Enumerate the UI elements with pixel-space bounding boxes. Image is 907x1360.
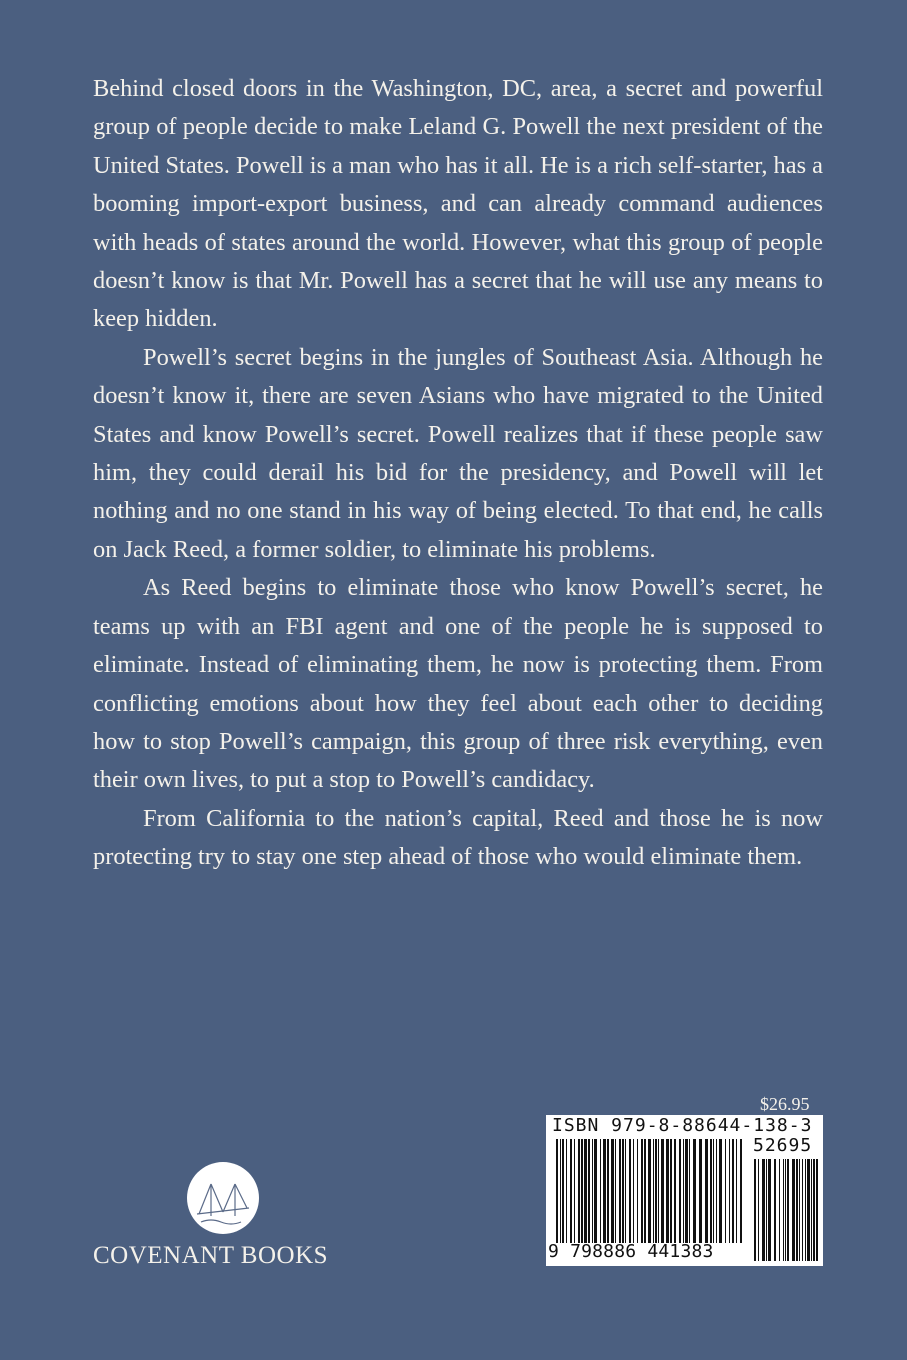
addon-bar — [796, 1159, 798, 1261]
ean-bar — [716, 1139, 717, 1243]
ean-bar — [629, 1139, 631, 1243]
blurb-paragraph-1: Behind closed doors in the Washington, DC, area, a secret and powerful group of people decide to make Leland G. Powell the next president of the United States. Powell is a man who has it all. He is a rich self-starter, has a booming import-export business, and can already command audiences with heads of states around the world. However, what this group of people doesn’t know is that Mr. Powell has a secret that he will use any means to keep hidden. — [93, 75, 823, 333]
ean-bar — [679, 1139, 681, 1243]
ean-bar — [683, 1139, 684, 1243]
ean-bar — [713, 1139, 714, 1243]
addon-bar — [758, 1159, 759, 1261]
addon-bar — [783, 1159, 784, 1261]
ean-bar — [611, 1139, 614, 1243]
addon-bar — [785, 1159, 786, 1261]
ean-bar — [633, 1139, 634, 1243]
ean-bar — [710, 1139, 712, 1243]
isbn-barcode — [546, 1115, 823, 1266]
addon-bar — [807, 1159, 810, 1261]
ean-bar — [566, 1139, 567, 1243]
barcode-addon-digits: 52695 — [753, 1135, 813, 1156]
ean-bar — [658, 1139, 659, 1243]
ean-bar — [693, 1139, 696, 1243]
addon-bar — [805, 1159, 806, 1261]
ean-bar — [607, 1139, 609, 1243]
ean-bar — [588, 1139, 590, 1243]
ean-bar — [592, 1139, 593, 1243]
ean-bar — [570, 1139, 572, 1243]
addon-bar — [799, 1159, 800, 1261]
ean-bar — [581, 1139, 583, 1243]
addon-bar — [816, 1159, 818, 1261]
publisher-name: COVENANT BOOKS — [93, 1242, 329, 1269]
ean-bar — [719, 1139, 722, 1243]
addon-bar — [787, 1159, 789, 1261]
addon-bar — [802, 1159, 803, 1261]
ean-bar — [603, 1139, 606, 1243]
ean-bar — [562, 1139, 564, 1243]
ean-bar — [685, 1139, 688, 1243]
back-cover-blurb — [93, 70, 823, 877]
ean-bar — [655, 1139, 657, 1243]
ean-bar — [578, 1139, 580, 1243]
addon-bar — [792, 1159, 795, 1261]
blurb-paragraph-4: From California to the nation’s capital, Reed and those he is now protecting try to stay one step ahead of those who would eliminate them. — [93, 804, 823, 871]
isbn-label: ISBN 979-8-88644-138-3 — [552, 1115, 813, 1136]
ean-bar — [644, 1139, 646, 1243]
ean-bar — [740, 1139, 742, 1243]
ean-bar — [674, 1139, 676, 1243]
addon-bar — [813, 1159, 815, 1261]
blurb-paragraph-2: Powell’s secret begins in the jungles of Southeast Asia. Although he doesn’t know it, there are seven Asians who have migrated to the United States and know Powell’s secret. Powell realizes that if these people saw him, they could derail his bid for the presidency, and Powell will let nothing and no one stand in his way of being elected. To that end, he calls on Jack Reed, a former soldier, to eliminate his problems. — [93, 343, 823, 563]
ean-bar — [666, 1139, 669, 1243]
ean-bar — [705, 1139, 708, 1243]
ean-bar — [560, 1139, 561, 1243]
ean-bar — [736, 1139, 737, 1243]
price-label: $26.95 — [760, 1094, 810, 1114]
ean-bar — [622, 1139, 624, 1243]
addon-bar — [774, 1159, 776, 1261]
bridge-logo-icon — [187, 1162, 259, 1234]
ean-bar — [729, 1139, 730, 1243]
addon-bar — [762, 1159, 765, 1261]
ean-bar — [689, 1139, 690, 1243]
addon-bar — [766, 1159, 767, 1261]
ean-bar — [637, 1139, 638, 1243]
ean-bar — [653, 1139, 654, 1243]
ean-bar — [584, 1139, 587, 1243]
ean-bar — [670, 1139, 672, 1243]
ean-bar — [615, 1139, 616, 1243]
ean-bar — [648, 1139, 651, 1243]
ean-bar — [725, 1139, 726, 1243]
ean-bar — [600, 1139, 601, 1243]
ean-bar — [619, 1139, 621, 1243]
addon-bar — [811, 1159, 812, 1261]
addon-bar — [768, 1159, 771, 1261]
blurb-paragraph-3: As Reed begins to eliminate those who know Powell’s secret, he teams up with an FBI agent and one of the people he is supposed to eliminate. Instead of eliminating them, he now is protecting them. From conflicting emotions about how they feel about each other to deciding how to stop Powell’s campaign, this group of three risk everything, even their own lives, to put a stop to Powell’s candidacy. — [93, 574, 823, 794]
ean-bar — [641, 1139, 643, 1243]
addon-bar — [779, 1159, 780, 1261]
ean-bar — [625, 1139, 626, 1243]
ean-bar — [594, 1139, 597, 1243]
addon-bar — [754, 1159, 756, 1261]
barcode-ean-digits: 9 798886 441383 — [548, 1241, 714, 1262]
ean-bar — [732, 1139, 734, 1243]
ean-bar — [574, 1139, 575, 1243]
ean-bar — [661, 1139, 664, 1243]
ean-bar — [699, 1139, 702, 1243]
ean-bar — [556, 1139, 558, 1243]
